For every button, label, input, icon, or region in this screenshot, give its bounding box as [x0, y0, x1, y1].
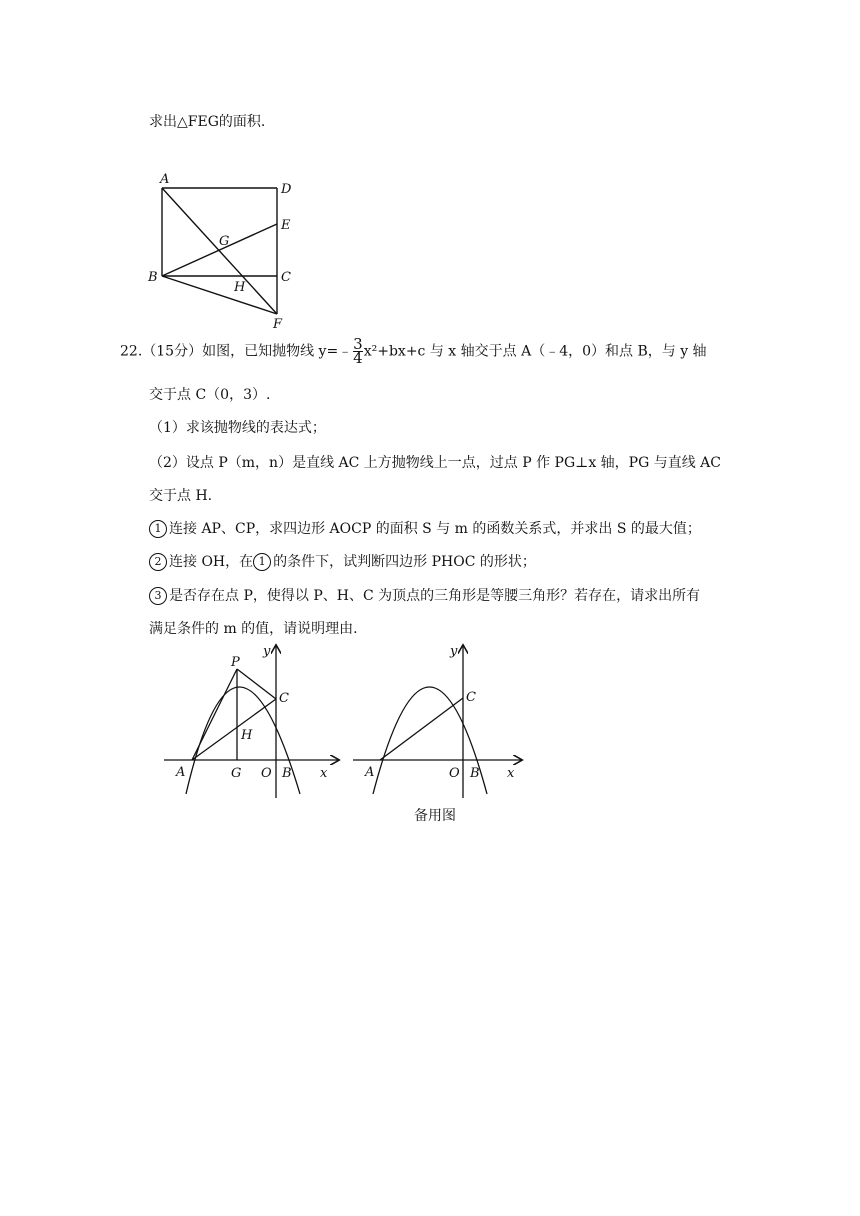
backup-figure-caption: 备用图: [414, 808, 456, 824]
fraction-three-quarters: [353, 335, 363, 367]
part-2-cont: 交于点 H.: [149, 488, 213, 504]
fig1-label-b: B: [148, 270, 158, 285]
fig2-label-x: x: [320, 766, 328, 781]
fig2-label-a: A: [176, 765, 186, 780]
sub2-text-b: 的条件下，试判断四边形 PHOC 的形状；: [273, 554, 536, 570]
fig1-label-f: F: [273, 317, 283, 332]
sub-question-3: [149, 585, 700, 605]
fig2-label-c: C: [279, 691, 289, 706]
problem-21-tail: 求出△FEG的面积.: [149, 114, 266, 130]
problem-22-intro-cont: 交于点 C（0，3）.: [149, 387, 271, 403]
fig1-label-d: D: [281, 182, 292, 197]
frac-den: 4: [353, 349, 363, 367]
fig1-label-g: G: [219, 234, 230, 249]
parabola-figure-main: [160, 640, 345, 804]
sub-question-3-cont: 满足条件的 m 的值，请说明理由.: [149, 621, 358, 637]
sub3-text-a: 是否存在点 P，使得以 P、H、C 为顶点的三角形是等腰三角形？若存在，请求出所有: [169, 588, 701, 604]
fig2-label-y: y: [263, 644, 271, 659]
circled-number-2: 2: [149, 553, 167, 571]
fig1-label-a: A: [160, 172, 170, 187]
fig3-label-c: C: [466, 690, 476, 705]
fig2-label-o: O: [261, 766, 272, 781]
parabola-figure-backup: [349, 640, 529, 804]
fig3-label-x: x: [507, 766, 515, 781]
fig2-label-g: G: [231, 766, 242, 781]
sub-question-2: [149, 551, 536, 571]
fig3-label-a: A: [365, 765, 375, 780]
fig3-label-o: O: [449, 766, 460, 781]
intro-a: 22.（15分）如图，已知抛物线 y=﹣: [120, 343, 353, 360]
fig2-label-p: P: [231, 655, 240, 670]
sub-question-1: [149, 518, 701, 538]
fig2-label-b: B: [282, 766, 292, 781]
fig1-label-c: C: [281, 270, 291, 285]
circled-number-1-ref: 1: [253, 553, 271, 571]
problem-22-intro: [120, 335, 707, 367]
part-2: （2）设点 P（m，n）是直线 AC 上方抛物线上一点，过点 P 作 PG⊥x 轴，PG 与直线 AC: [149, 455, 722, 471]
fig1-label-e: E: [281, 218, 291, 233]
fig1-label-h: H: [234, 280, 246, 295]
fig3-label-y: y: [450, 644, 458, 659]
fig3-label-b: B: [470, 766, 480, 781]
part-1: （1）求该抛物线的表达式；: [149, 420, 326, 436]
rectangle-figure: [140, 168, 310, 337]
circled-number-3: 3: [149, 587, 167, 605]
circled-number-1: 1: [149, 520, 167, 538]
sub2-text-a: 连接 OH，在: [169, 554, 254, 570]
frac-num: 3: [353, 335, 363, 353]
fig2-label-h: H: [241, 728, 253, 743]
sub1-text: 连接 AP、CP，求四边形 AOCP 的面积 S 与 m 的函数关系式，并求出 S 的最大值；: [169, 521, 701, 537]
intro-b: x²+bx+c 与 x 轴交于点 A（﹣4，0）和点 B，与 y 轴: [363, 343, 707, 360]
